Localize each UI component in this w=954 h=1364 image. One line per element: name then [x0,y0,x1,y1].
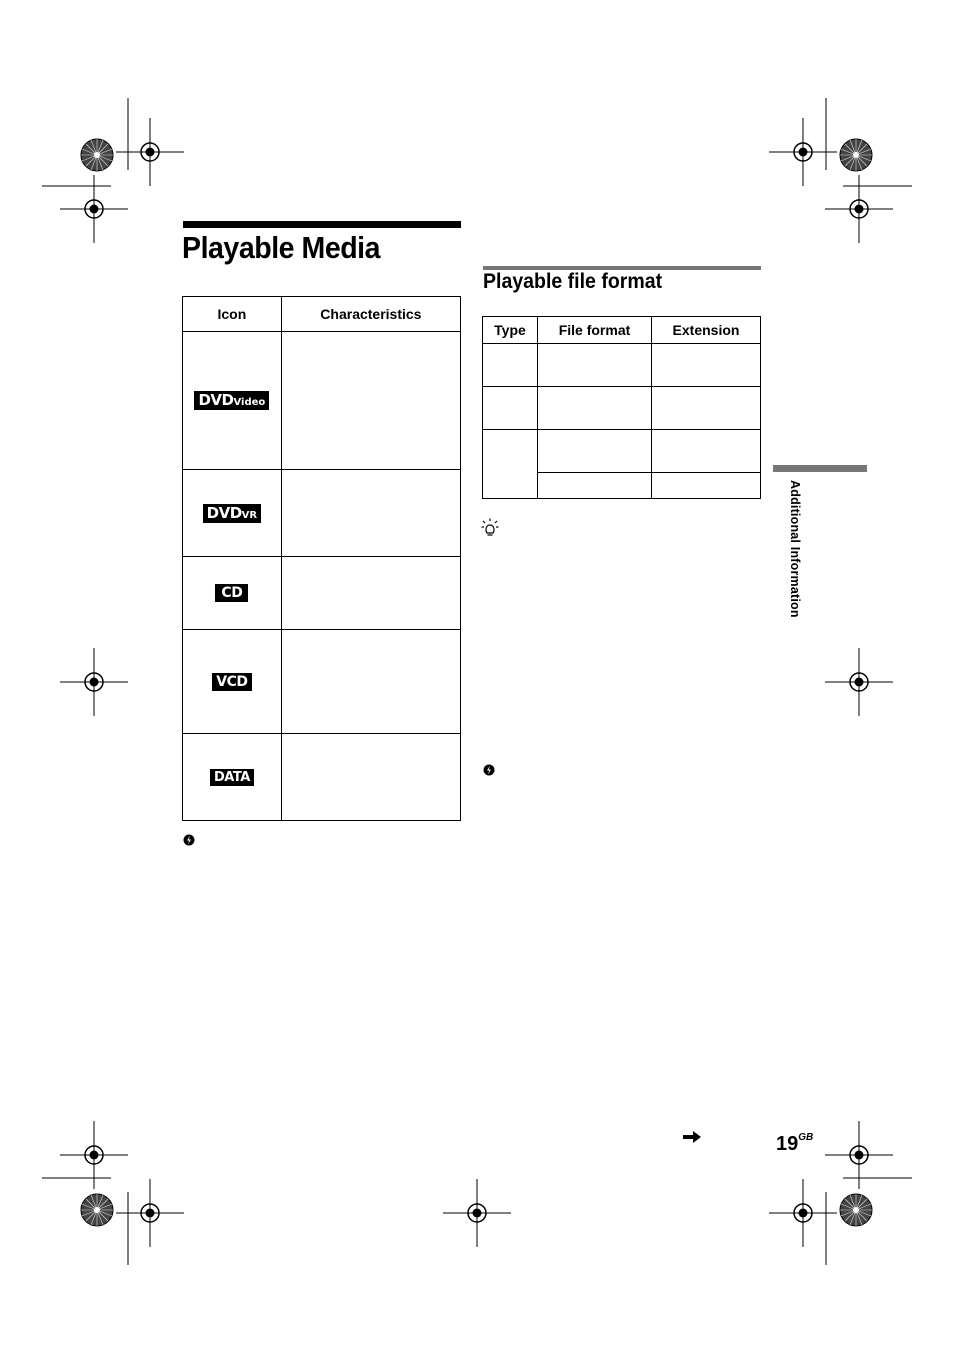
title-rule [183,221,461,228]
table-row [183,557,461,630]
arrow-right-icon [682,1130,702,1144]
table-row [483,430,761,473]
side-tab-label: Additional Information [788,480,802,618]
table-row [183,470,461,557]
table-row [483,344,761,387]
page-number: $19^{GB}$ [776,1132,814,1155]
table-row [183,332,461,470]
note-icon [183,833,195,847]
header-extension: Extension [652,317,761,344]
page-suffix: GB [798,1132,814,1143]
table-row [183,734,461,821]
data-icon: DATA [210,769,254,786]
header-characteristics: Characteristics [281,297,460,332]
characteristics-cell [281,630,460,734]
section-title: Playable file format [483,270,663,293]
page-title: Playable Media [182,230,381,265]
dvd-vr-icon: DVDVR [203,504,261,523]
cd-icon: CD [215,584,248,602]
tip-icon [481,518,499,538]
media-table-header [183,297,461,332]
table-row [183,630,461,734]
media-table [182,296,461,821]
header-icon: Icon [183,297,282,332]
format-table-header [483,317,761,344]
side-tab-bar [773,465,867,472]
table-row [483,387,761,430]
characteristics-cell [281,557,460,630]
vcd-icon: VCD [212,673,251,691]
characteristics-cell [281,734,460,821]
header-file-format: File format [538,317,652,344]
header-type: Type [483,317,538,344]
dvd-video-icon: DVDVideo [194,391,269,410]
characteristics-cell [281,332,460,470]
file-format-table [482,316,761,499]
note-icon [483,763,495,777]
characteristics-cell [281,470,460,557]
